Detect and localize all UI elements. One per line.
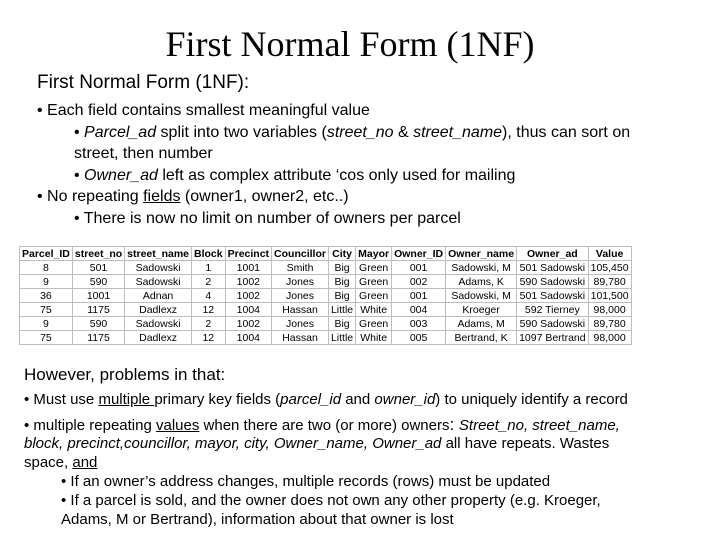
table-header-cell: Owner_name — [446, 247, 517, 261]
table-row — [20, 317, 632, 331]
problem-parcel-sold: • If a parcel is sold, and the owner does not own any other property (e.g. Kroeger, — [61, 492, 601, 509]
table-cell: Little — [328, 331, 355, 345]
table-cell: Dadlexz — [125, 331, 192, 345]
bullet-text: • — [74, 167, 85, 184]
table-header-cell: Parcel_ID — [20, 247, 73, 261]
table-cell: 1001 — [225, 261, 271, 275]
bullet-text: • — [74, 124, 85, 141]
table-cell: 1002 — [225, 289, 271, 303]
parcel-table — [19, 246, 632, 345]
table-cell: 4 — [192, 289, 226, 303]
table-cell: 1002 — [225, 275, 271, 289]
problem-address-change: • If an owner’s address changes, multiple records (rows) must be updated — [61, 473, 551, 490]
table-header-cell: Precinct — [225, 247, 271, 261]
table-cell: Dadlexz — [125, 303, 192, 317]
italic-term: Street_no, street_name, — [458, 417, 620, 434]
table-header-cell: City — [328, 247, 355, 261]
problem-text: when there are two (or more) owners — [199, 417, 450, 434]
table-cell: Big — [328, 317, 355, 331]
problems-heading: However, problems in that: — [24, 365, 226, 384]
bullet-text: • No repeating — [37, 188, 144, 205]
bullet-text: (owner1, owner2, etc..) — [180, 188, 349, 205]
table-cell: 2 — [192, 275, 226, 289]
table-cell: 1175 — [72, 303, 124, 317]
table-cell: 8 — [20, 261, 73, 275]
table-cell: Green — [356, 317, 392, 331]
table-cell: 590 — [72, 275, 124, 289]
parcel-table-container — [18, 245, 698, 352]
bullet-no-repeating-fields — [37, 187, 349, 207]
table-header-cell: Block — [192, 247, 226, 261]
italic-term: street_name — [413, 124, 503, 141]
table-header-row — [20, 247, 632, 261]
table-row — [20, 289, 632, 303]
table-cell: 501 Sadowski — [517, 289, 589, 303]
table-cell: 1 — [192, 261, 226, 275]
italic-term: parcel_id — [280, 391, 342, 408]
table-cell: 004 — [392, 303, 446, 317]
table-cell: 101,500 — [588, 289, 631, 303]
problem-text: space, — [24, 454, 73, 471]
table-cell: 1004 — [225, 303, 271, 317]
problem-repeating-values-line3 — [24, 453, 97, 472]
table-cell: 9 — [20, 317, 73, 331]
underlined-term: multiple — [98, 391, 155, 408]
table-cell: Jones — [272, 289, 329, 303]
table-header-cell: Mayor — [356, 247, 392, 261]
problem-text: primary key fields ( — [154, 391, 281, 408]
table-row — [20, 331, 632, 345]
table-cell: 002 — [392, 275, 446, 289]
table-cell: Adams, M — [446, 317, 517, 331]
table-cell: 592 Tierney — [517, 303, 589, 317]
table-cell: 9 — [20, 275, 73, 289]
table-cell: Kroeger — [446, 303, 517, 317]
table-row — [20, 275, 632, 289]
table-cell: 12 — [192, 331, 226, 345]
subtitle: First Normal Form (1NF): — [37, 72, 250, 93]
table-cell: 1175 — [72, 331, 124, 345]
table-cell: White — [356, 331, 392, 345]
problem-repeating-values-line2 — [24, 434, 609, 453]
table-cell: 1002 — [225, 317, 271, 331]
table-cell: Big — [328, 289, 355, 303]
table-cell: 75 — [20, 303, 73, 317]
table-cell: Little — [328, 303, 355, 317]
table-cell: 1097 Bertrand — [517, 331, 589, 345]
table-header-cell: street_no — [72, 247, 124, 261]
table-cell: Sadowski — [125, 275, 192, 289]
table-cell: Adams, K — [446, 275, 517, 289]
table-cell: 501 Sadowski — [517, 261, 589, 275]
table-cell: 590 Sadowski — [517, 275, 589, 289]
table-cell: Jones — [272, 275, 329, 289]
table-cell: Green — [356, 261, 392, 275]
table-cell: White — [356, 303, 392, 317]
italic-term: owner_id — [374, 391, 436, 408]
problem-multiple-keys — [24, 390, 628, 409]
italic-term: block, precinct,councillor, mayor, city, Owner_name, Owner_ad — [24, 435, 442, 452]
underlined-term: and — [72, 454, 98, 471]
table-cell: 12 — [192, 303, 226, 317]
italic-term: Owner_ad — [84, 167, 158, 184]
problem-text: and — [341, 391, 375, 408]
problem-text: • Must use — [24, 391, 99, 408]
table-cell: Hassan — [272, 303, 329, 317]
table-cell: 36 — [20, 289, 73, 303]
bullet-text: & — [393, 124, 414, 141]
table-cell: 590 Sadowski — [517, 317, 589, 331]
table-cell: Sadowski, M — [446, 289, 517, 303]
table-header-cell: Councillor — [272, 247, 329, 261]
italic-term: street_no — [326, 124, 394, 141]
table-header-cell: Value — [588, 247, 631, 261]
table-body — [20, 261, 632, 345]
problem-parcel-sold-line2: Adams, M or Bertrand), information about that owner is lost — [61, 511, 454, 528]
bullet-smallest-value: • Each field contains smallest meaningful value — [37, 102, 370, 119]
table-cell: 2 — [192, 317, 226, 331]
table-cell: 590 — [72, 317, 124, 331]
table-cell: Adnan — [125, 289, 192, 303]
table-cell: 75 — [20, 331, 73, 345]
underlined-term: fields — [143, 188, 181, 205]
table-header-cell: Owner_ID — [392, 247, 446, 261]
bullet-owner-ad — [74, 166, 515, 186]
problem-repeating-values — [24, 415, 620, 435]
table-cell: 89,780 — [588, 317, 631, 331]
bullet-text: split into two variables ( — [156, 124, 327, 141]
table-cell: 001 — [392, 261, 446, 275]
problem-text: ) to uniquely identify a record — [435, 391, 628, 408]
table-cell: 1004 — [225, 331, 271, 345]
underlined-term: values — [156, 417, 200, 434]
table-cell: Jones — [272, 317, 329, 331]
bullet-parcel-ad-split-line2: street, then number — [74, 145, 213, 162]
table-cell: Bertrand, K — [446, 331, 517, 345]
table-row — [20, 261, 632, 275]
bullet-no-owner-limit: • There is now no limit on number of owners per parcel — [74, 210, 461, 227]
table-cell: Green — [356, 275, 392, 289]
bullet-parcel-ad-split — [74, 123, 630, 143]
table-cell: 98,000 — [588, 331, 631, 345]
bullet-text: ), thus can sort on — [502, 124, 631, 141]
table-header-cell: Owner_ad — [517, 247, 589, 261]
table-cell: 001 — [392, 289, 446, 303]
table-cell: Green — [356, 289, 392, 303]
table-cell: Smith — [272, 261, 329, 275]
problem-text: • multiple repeating — [24, 417, 156, 434]
problem-text: all have repeats. Wastes — [441, 435, 610, 452]
table-cell: 1001 — [72, 289, 124, 303]
slide-title: First Normal Form (1NF) — [165, 24, 535, 64]
table-header-cell: street_name — [125, 247, 192, 261]
bullet-text: left as complex attribute ‘cos only used for mailing — [157, 167, 516, 184]
table-cell: 501 — [72, 261, 124, 275]
table-cell: Big — [328, 261, 355, 275]
table-cell: 005 — [392, 331, 446, 345]
table-cell: Sadowski — [125, 261, 192, 275]
table-cell: Big — [328, 275, 355, 289]
italic-term: Parcel_ad — [84, 124, 157, 141]
problem-text: : — [449, 415, 459, 434]
table-cell: 98,000 — [588, 303, 631, 317]
table-cell: Sadowski — [125, 317, 192, 331]
table-cell: 89,780 — [588, 275, 631, 289]
table-cell: 003 — [392, 317, 446, 331]
table-cell: 105,450 — [588, 261, 631, 275]
table-cell: Hassan — [272, 331, 329, 345]
table-cell: Sadowski, M — [446, 261, 517, 275]
table-row — [20, 303, 632, 317]
